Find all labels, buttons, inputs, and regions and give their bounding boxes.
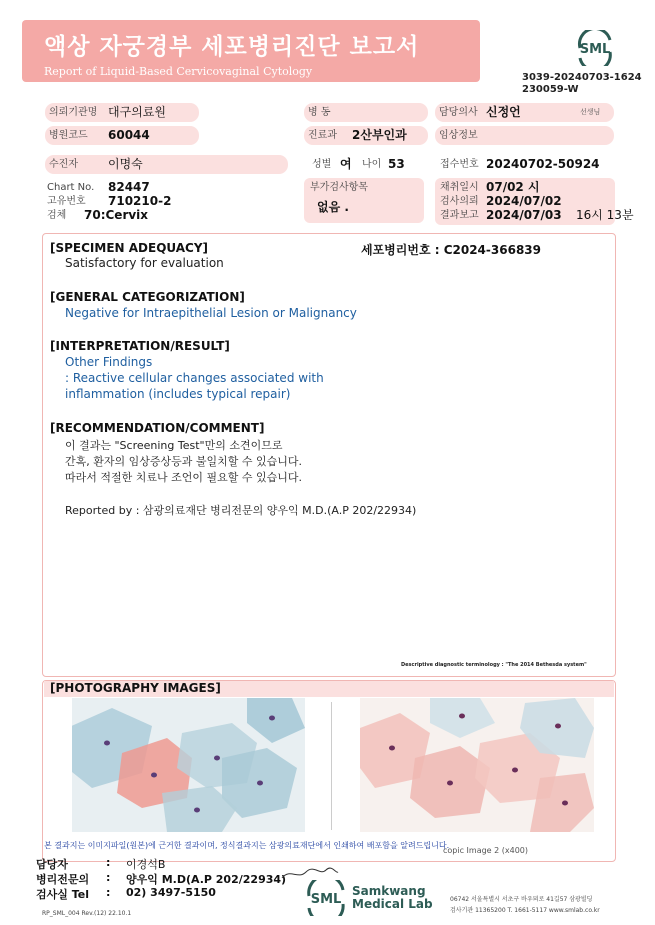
document-number: [522, 72, 642, 96]
report-subtitle: Report of Liquid-Based Cervicovaginal Cytology: [44, 65, 313, 78]
recommendation-line1: 이 결과는 "Screening Test"만의 소견이므로: [65, 439, 283, 452]
report-title: 액상 자궁경부 세포병리진단 보고서: [44, 34, 420, 60]
recommendation-line3: 따라서 적절한 치료나 조언이 필요할 수 있습니다.: [65, 471, 302, 484]
general-text: Negative for Intraepithelial Lesion or Malignancy: [65, 306, 357, 320]
hospital-code-label: 병원코드: [45, 126, 199, 145]
terminology-note: Descriptive diagnostic terminology : "The 2014 Bethesda system": [401, 662, 587, 668]
svg-text:SML: SML: [579, 42, 611, 57]
dept-value: 2산부인과: [352, 128, 407, 142]
request-label: 검사의뢰: [440, 196, 479, 207]
pathologist-value: 양우익 M.D(A.P 202/22934): [126, 873, 287, 886]
staff-value: 이경석B: [126, 858, 166, 871]
pathologist-colon: :: [106, 871, 111, 884]
address-line2: 검사기관 11365200 T. 1661-5117 www.smlab.co.kr: [450, 907, 600, 914]
doctor-title: 선생님: [580, 108, 601, 116]
tel-colon: :: [106, 886, 111, 899]
brand-line1: Samkwang: [352, 884, 426, 898]
recommendation-heading: [RECOMMENDATION/COMMENT]: [50, 421, 265, 435]
chart-no-value: 82447: [108, 180, 150, 194]
interpretation-line1: Other Findings: [65, 355, 153, 369]
footer-sml-logo-icon: [303, 880, 349, 916]
patient-label: 수진자: [45, 155, 288, 174]
request-value: 2024/07/02: [486, 194, 562, 208]
institution-label: 의뢰기관명: [45, 103, 199, 122]
interpretation-heading: [INTERPRETATION/RESULT]: [50, 339, 230, 353]
microscopic-image-1: [72, 698, 305, 832]
result-value: 2024/07/03: [486, 208, 562, 222]
staff-colon: :: [106, 856, 111, 869]
sex-value: 여: [340, 157, 352, 171]
clinical-info-label: 임상정보: [435, 126, 614, 145]
age-label: 나이: [362, 159, 382, 170]
cytology-number: 세포병리번호 : C2024-366839: [361, 243, 541, 257]
photo-heading: [PHOTOGRAPHY IMAGES]: [50, 681, 221, 695]
collect-value: 07/02 시: [486, 180, 540, 194]
brand-name: [352, 885, 433, 911]
adequacy-heading: [SPECIMEN ADEQUACY]: [50, 241, 209, 255]
receipt-label: 접수번호: [440, 159, 479, 170]
ward-label: 병 동: [304, 103, 428, 122]
hospital-code-value: 60044: [108, 128, 150, 142]
image-2-caption: copic Image 2 (x400): [443, 846, 529, 855]
doctor-label: 담당의사: [435, 103, 614, 122]
interpretation-line2: : Reactive cellular changes associated with: [65, 371, 324, 385]
form-number: RP_SML_004 Rev.(12) 22.10.1: [42, 910, 132, 917]
doc-no-line2: 230059-W: [522, 84, 579, 95]
institution-value: 대구의료원: [108, 105, 166, 119]
brand-line2: Medical Lab: [352, 897, 433, 911]
receipt-value: 20240702-50924: [486, 157, 600, 171]
extra-test-label: 부가검사항목: [310, 182, 368, 193]
adequacy-text: Satisfactory for evaluation: [65, 256, 224, 270]
dept-label: 진료과: [304, 126, 428, 145]
title-banner: [22, 20, 480, 82]
sex-label: 성별: [312, 159, 332, 170]
extra-test-value: 없음 .: [317, 200, 349, 214]
specimen-value: 70:Cervix: [84, 208, 149, 222]
collect-label: 채취일시: [440, 182, 479, 193]
doctor-value: 신정언: [486, 105, 521, 119]
pathologist-label: 병리전문의: [36, 873, 90, 886]
interpretation-line3: inflammation (includes typical repair): [65, 387, 291, 401]
general-heading: [GENERAL CATEGORIZATION]: [50, 290, 245, 304]
sml-logo-icon: [572, 30, 618, 66]
unique-no-label: 고유번호: [47, 196, 86, 207]
recommendation-line2: 간혹, 환자의 임상증상등과 불일치할 수 있습니다.: [65, 455, 302, 468]
age-value: 53: [388, 157, 405, 171]
reported-by: Reported by : 삼광의료재단 병리전문의 양우익 M.D.(A.P 202/22934): [65, 504, 417, 517]
result-time: 16시 13분: [576, 208, 634, 222]
chart-no-label: Chart No.: [47, 182, 95, 193]
result-label: 결과보고: [440, 210, 479, 221]
photo-divider: [331, 702, 332, 830]
specimen-label: 검체: [47, 210, 67, 221]
address-line1: 06742 서울특별시 서초구 바우뫼로 41길57 삼광빌딩: [450, 896, 593, 903]
disclaimer-text: 본 결과지는 이미지파일(원본)에 근거한 결과이며, 정식결과지는 삼광의료재단에서 인쇄하여 배포함을 알려드립니다.: [44, 841, 450, 850]
staff-label: 담당자: [36, 858, 68, 871]
unique-no-value: 710210-2: [108, 194, 172, 208]
patient-value: 이명숙: [108, 157, 143, 171]
tel-value: 02) 3497-5150: [126, 886, 216, 899]
doc-no-line1: 3039-20240703-1624: [522, 72, 642, 83]
tel-label: 검사실 Tel: [36, 888, 89, 901]
svg-text:SML: SML: [310, 892, 342, 907]
microscopic-image-2: [360, 698, 594, 832]
